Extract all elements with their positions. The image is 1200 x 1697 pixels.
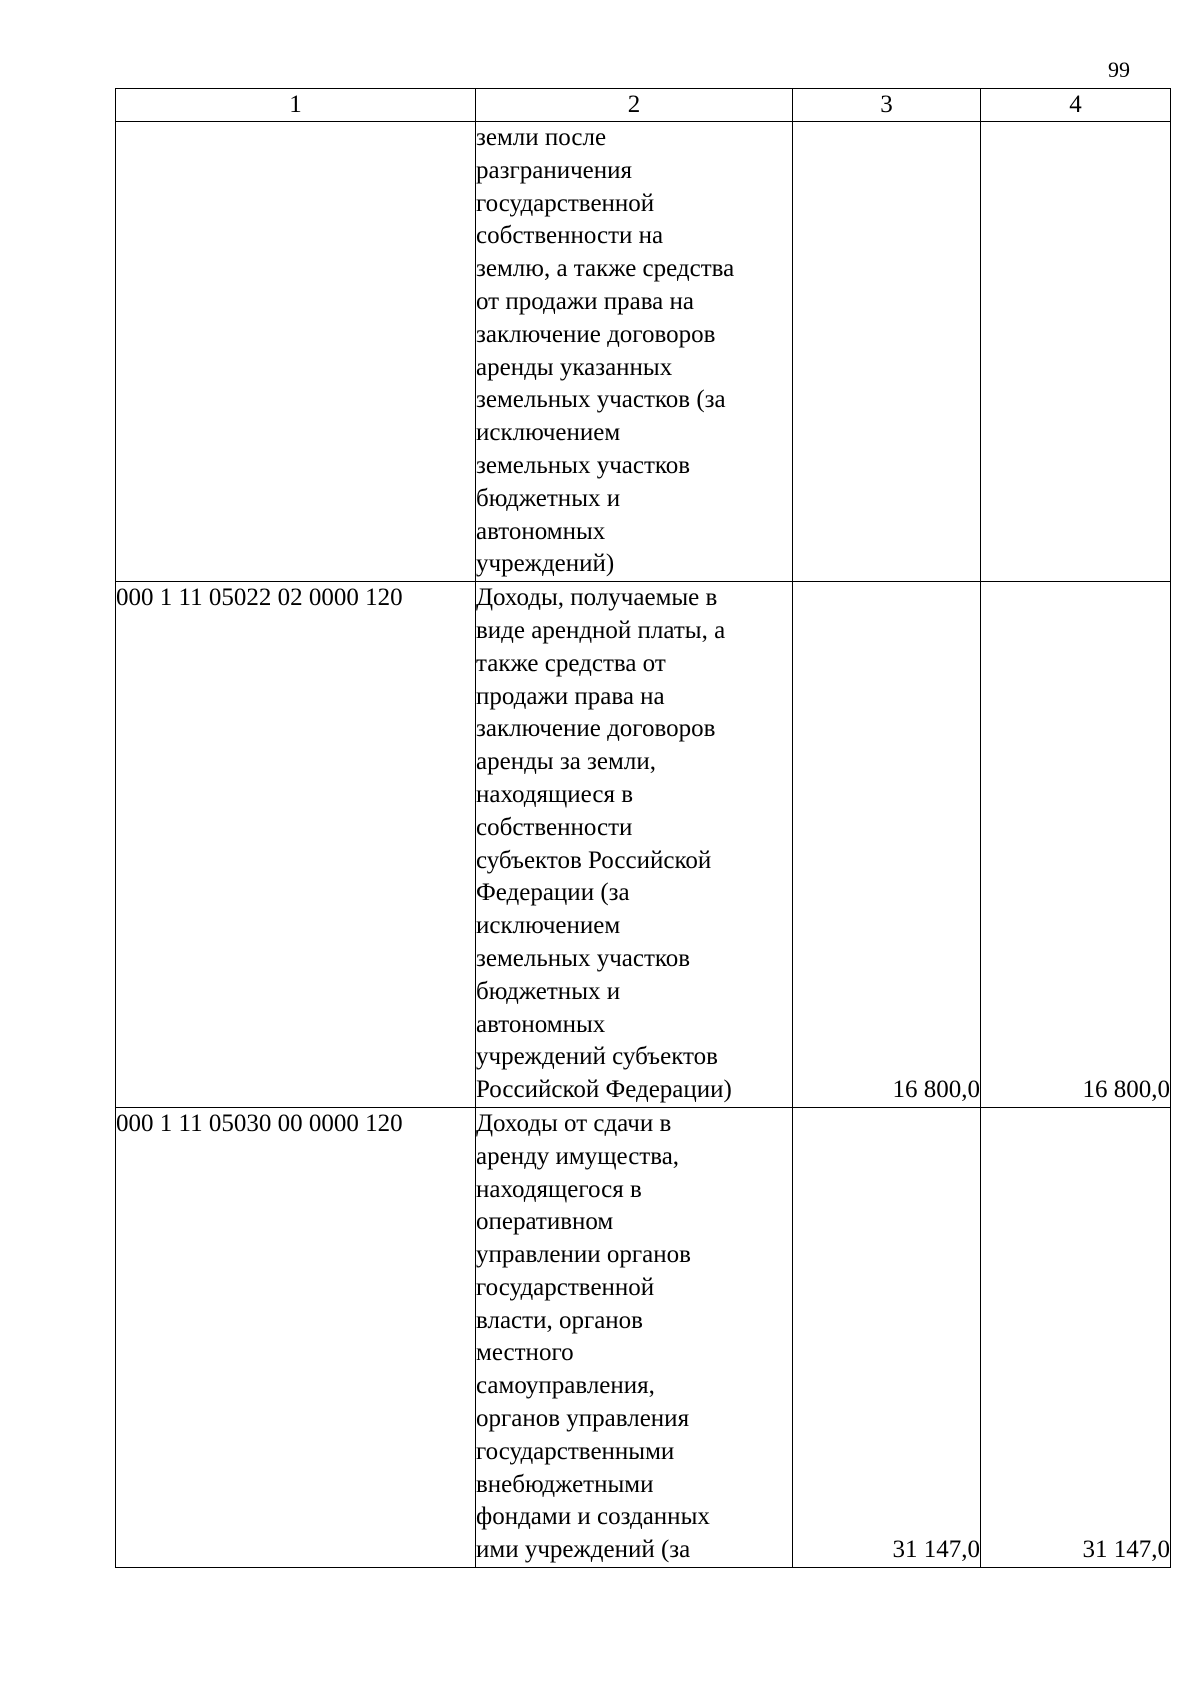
amount-column-4-cell: 16 800,0 <box>981 582 1171 1108</box>
page-number: 99 <box>1108 57 1130 82</box>
revenue-name-line: Доходы, получаемые в <box>476 584 718 612</box>
revenue-name-line: аренду имущества, <box>476 1142 680 1170</box>
revenue-name-line: Российской Федерации) <box>476 1076 732 1104</box>
table-row <box>116 122 1171 582</box>
revenue-name-line: Доходы от сдачи в <box>476 1109 672 1137</box>
revenue-name-line: собственности <box>476 813 633 841</box>
revenue-name-line: находящегося в <box>476 1175 642 1203</box>
revenue-name-cell <box>476 1107 793 1567</box>
revenue-name-line: продажи права на <box>476 682 665 710</box>
revenue-name-line: автономных <box>476 1010 606 1038</box>
amount-column-4-cell <box>981 122 1171 582</box>
revenue-name-line: органов управления <box>476 1405 690 1433</box>
revenue-name-line: аренды за земли, <box>476 748 656 776</box>
revenue-name-line: автономных <box>476 517 606 545</box>
table-row <box>116 582 1171 1108</box>
revenue-name-line: оперативном <box>476 1208 614 1236</box>
revenue-name-line: бюджетных и <box>476 977 621 1005</box>
revenue-name-line: учреждений субъектов <box>476 1043 718 1071</box>
revenue-code-cell: 000 1 11 05030 00 0000 120 <box>116 1107 476 1567</box>
amount-column-4-cell: 31 147,0 <box>981 1107 1171 1567</box>
revenue-name-line: земельных участков <box>476 944 691 972</box>
revenue-name-line: исключением <box>476 912 621 940</box>
revenue-name-line: самоуправления, <box>476 1372 655 1400</box>
revenue-name-line: заключение договоров <box>476 320 716 348</box>
revenue-name-line: собственности на <box>476 222 664 250</box>
revenue-name-line: земли после <box>476 124 607 151</box>
revenue-name-line: находящиеся в <box>476 780 634 808</box>
revenue-name-line: земельных участков (за <box>476 386 726 414</box>
revenue-name-line: местного <box>476 1339 574 1367</box>
amount-column-3-cell: 31 147,0 <box>793 1107 981 1567</box>
column-header-3: 3 <box>793 89 981 122</box>
table-row <box>116 1107 1171 1567</box>
revenue-name-line: внебюджетными <box>476 1470 654 1498</box>
revenue-code-cell <box>116 122 476 582</box>
revenue-name-line: управлении органов <box>476 1241 691 1269</box>
revenue-name-line: также средства от <box>476 649 666 677</box>
revenue-name-line: разграничения <box>476 156 633 184</box>
revenue-name-line: заключение договоров <box>476 715 716 743</box>
revenue-name-line: аренды указанных <box>476 353 673 381</box>
revenue-name-line: Федерации (за <box>476 879 630 907</box>
table-header-row <box>116 89 1171 122</box>
revenue-name-line: субъектов Российской <box>476 846 712 874</box>
revenue-name-line: от продажи права на <box>476 287 694 315</box>
revenue-name-line: виде арендной платы, а <box>476 616 726 644</box>
column-header-4: 4 <box>981 89 1171 122</box>
revenue-name-line: государственной <box>476 189 655 217</box>
revenue-name-line: исключением <box>476 419 621 447</box>
revenue-name-line: бюджетных и <box>476 484 621 512</box>
revenue-name-line: власти, органов <box>476 1306 643 1334</box>
column-header-2: 2 <box>476 89 793 122</box>
budget-revenue-table <box>115 88 1171 1568</box>
revenue-name-line: ими учреждений (за <box>476 1536 691 1564</box>
amount-column-3-cell: 16 800,0 <box>793 582 981 1108</box>
revenue-name-line: государственными <box>476 1437 675 1465</box>
revenue-code-cell: 000 1 11 05022 02 0000 120 <box>116 582 476 1108</box>
revenue-name-line: фондами и созданных <box>476 1503 710 1531</box>
amount-column-3-cell <box>793 122 981 582</box>
revenue-name-cell <box>476 122 793 582</box>
revenue-name-line: землю, а также средства <box>476 255 735 283</box>
table-body <box>116 122 1171 1568</box>
revenue-name-line: учреждений) <box>476 550 615 578</box>
revenue-name-line: земельных участков <box>476 451 691 479</box>
column-header-1: 1 <box>116 89 476 122</box>
revenue-name-cell <box>476 582 793 1108</box>
revenue-name-line: государственной <box>476 1273 655 1301</box>
